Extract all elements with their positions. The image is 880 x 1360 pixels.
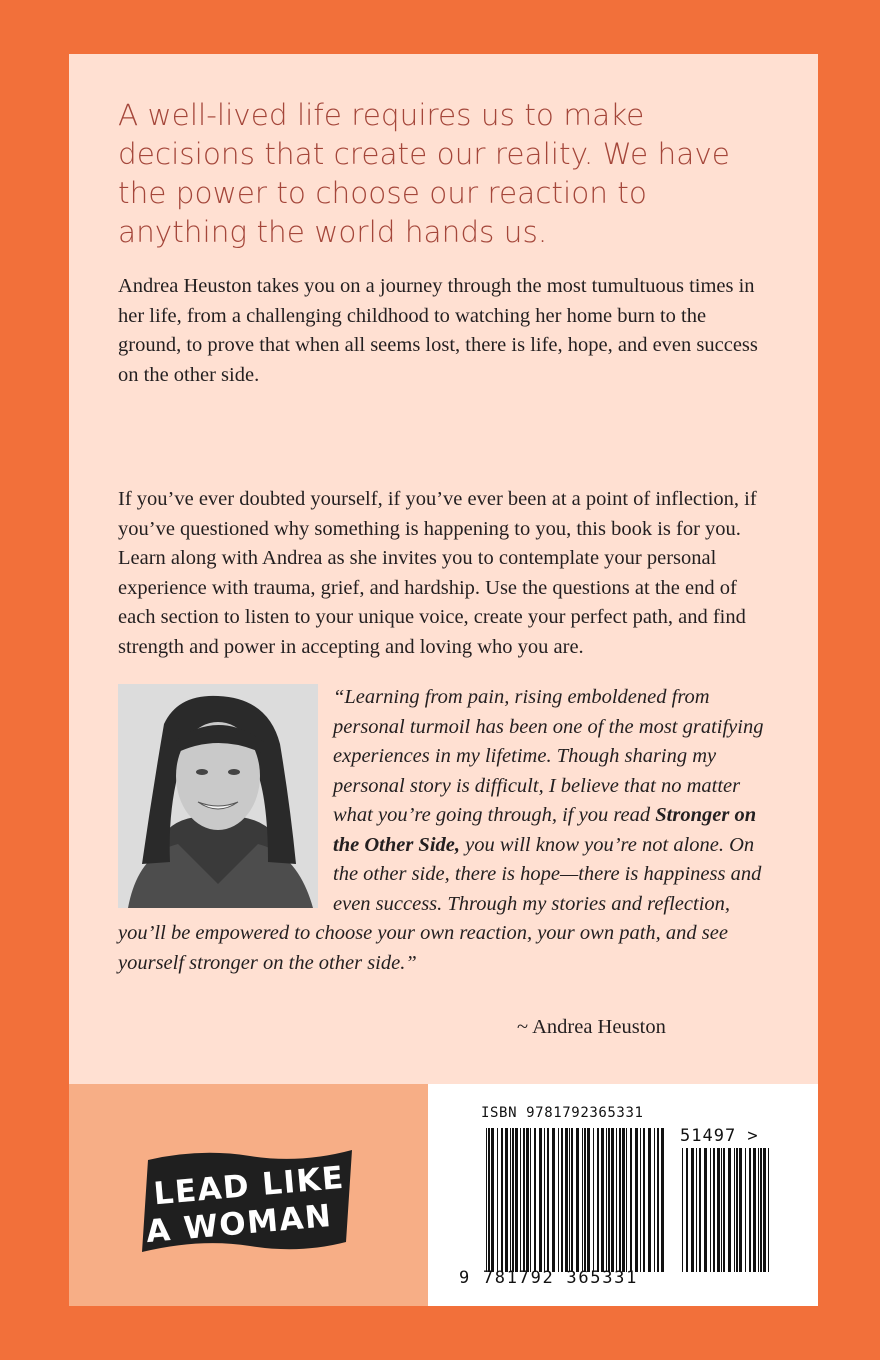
- barcode-bar: [608, 1128, 610, 1272]
- barcode-bar: [505, 1128, 508, 1272]
- barcode-bar: [704, 1148, 707, 1272]
- barcode-bar: [523, 1128, 525, 1272]
- barcode-bar: [488, 1128, 490, 1272]
- barcode-bar: [616, 1128, 617, 1272]
- headline: A well-lived life requires us to make decisions that create our reality. We have the power to choose our reaction to anything the world hands us.: [118, 98, 730, 249]
- barcode-bar: [512, 1128, 514, 1272]
- price-code: 51497 >: [680, 1126, 759, 1146]
- barcode-bar: [739, 1148, 742, 1272]
- barcode-bar: [587, 1128, 590, 1272]
- barcode-bar: [763, 1148, 766, 1272]
- isbn-label: ISBN 9781792365331: [481, 1105, 644, 1121]
- barcode-bar: [497, 1128, 498, 1272]
- barcode-bar: [539, 1128, 542, 1272]
- barcode-bar: [710, 1148, 711, 1272]
- barcode-bar: [721, 1148, 722, 1272]
- description-paragraph-1: Andrea Heuston takes you on a journey through the most tumultuous times in her life, from a challenging childhood to watching her home burn to the ground, to prove that when all seems lost, there is life, hope, and even success on the other side.: [118, 275, 758, 386]
- barcode-bar: [657, 1128, 659, 1272]
- barcode-bar: [758, 1148, 759, 1272]
- barcode-bar: [501, 1128, 503, 1272]
- barcode-bar: [635, 1128, 638, 1272]
- barcode-bar: [626, 1128, 627, 1272]
- barcode-bar: [723, 1148, 725, 1272]
- barcode-bar: [630, 1128, 632, 1272]
- barcode-bar: [552, 1128, 555, 1272]
- barcode-bar: [606, 1128, 607, 1272]
- barcode-bar: [760, 1148, 762, 1272]
- barcode-bar: [584, 1128, 586, 1272]
- barcode-bar: [745, 1148, 746, 1272]
- barcode-bar: [696, 1148, 697, 1272]
- barcode-bar: [749, 1148, 751, 1272]
- barcode-bar: [561, 1128, 563, 1272]
- barcode-bar: [601, 1128, 604, 1272]
- quote-book-title: Stronger on the Other Side,: [333, 804, 757, 856]
- barcode-bar: [515, 1128, 518, 1272]
- logo-line-1: LEAD LIKE: [152, 1159, 347, 1213]
- quote-text-after-title: you will know you’re not alone. On the other side, there is hope—there is happiness and even success. Through my stories and reflection, you’ll be empowered to choose your own reaction, your own path, and see yourself stronger on the other side.”: [118, 833, 762, 974]
- barcode-bar: [643, 1128, 645, 1272]
- barcode-bar: [619, 1128, 621, 1272]
- barcode-bar: [699, 1148, 701, 1272]
- barcode-bar: [736, 1148, 738, 1272]
- isbn-barcode: [486, 1128, 664, 1272]
- barcode-bar: [753, 1148, 756, 1272]
- barcode-bar: [691, 1148, 694, 1272]
- isbn-digits: 9 781792 365331: [459, 1268, 639, 1288]
- barcode-bar: [661, 1128, 664, 1272]
- description-paragraph-2: If you’ve ever doubted yourself, if you’ve ever been at a point of inflection, if you’ve questioned why something is happening to you, this book is for you. Learn along with Andrea as she invites you to contemplate your personal experience with trauma, grief, and hardship. Use the questions at the end of each section to listen to your unique voice, create your perfect path, and find strength and power in accepting and loving who you are.: [118, 488, 757, 658]
- barcode-bar: [686, 1148, 688, 1272]
- quote-attribution: ~ Andrea Heuston: [517, 1016, 666, 1038]
- barcode-bar: [558, 1128, 559, 1272]
- barcode-bar: [571, 1128, 573, 1272]
- barcode-bar: [768, 1148, 769, 1272]
- barcode-bar: [520, 1128, 521, 1272]
- barcode-bar: [534, 1128, 536, 1272]
- barcode-bar: [654, 1128, 655, 1272]
- barcode-bar: [640, 1128, 641, 1272]
- barcode-bar: [510, 1128, 511, 1272]
- logo-line-2: A WOMAN: [144, 1197, 334, 1251]
- barcode-bar: [648, 1128, 651, 1272]
- barcode-bar: [547, 1128, 549, 1272]
- barcode-bar: [611, 1128, 614, 1272]
- barcode-bar: [622, 1128, 625, 1272]
- barcode-bar: [526, 1128, 529, 1272]
- barcode-bar: [565, 1128, 568, 1272]
- barcode-bar: [576, 1128, 579, 1272]
- barcode-bar: [544, 1128, 545, 1272]
- quote-text-before-title: “Learning from pain, rising emboldened from personal turmoil has been one of the most gratifying experiences in my lifetime. Though sharing my personal story is difficult, I believe that no matter what you’re going through, if you read: [333, 686, 764, 826]
- barcode-bar: [530, 1128, 531, 1272]
- barcode-bar: [728, 1148, 731, 1272]
- barcode-bar: [593, 1128, 594, 1272]
- barcode-bar: [569, 1128, 570, 1272]
- barcode-bar: [491, 1128, 494, 1272]
- barcode-bar: [717, 1148, 720, 1272]
- barcode-bar: [682, 1148, 683, 1272]
- barcode-bar: [597, 1128, 599, 1272]
- barcode-bar: [486, 1128, 487, 1272]
- barcode-bar: [582, 1128, 583, 1272]
- price-barcode: [682, 1148, 769, 1272]
- barcode-bar: [713, 1148, 715, 1272]
- barcode-bar: [734, 1148, 735, 1272]
